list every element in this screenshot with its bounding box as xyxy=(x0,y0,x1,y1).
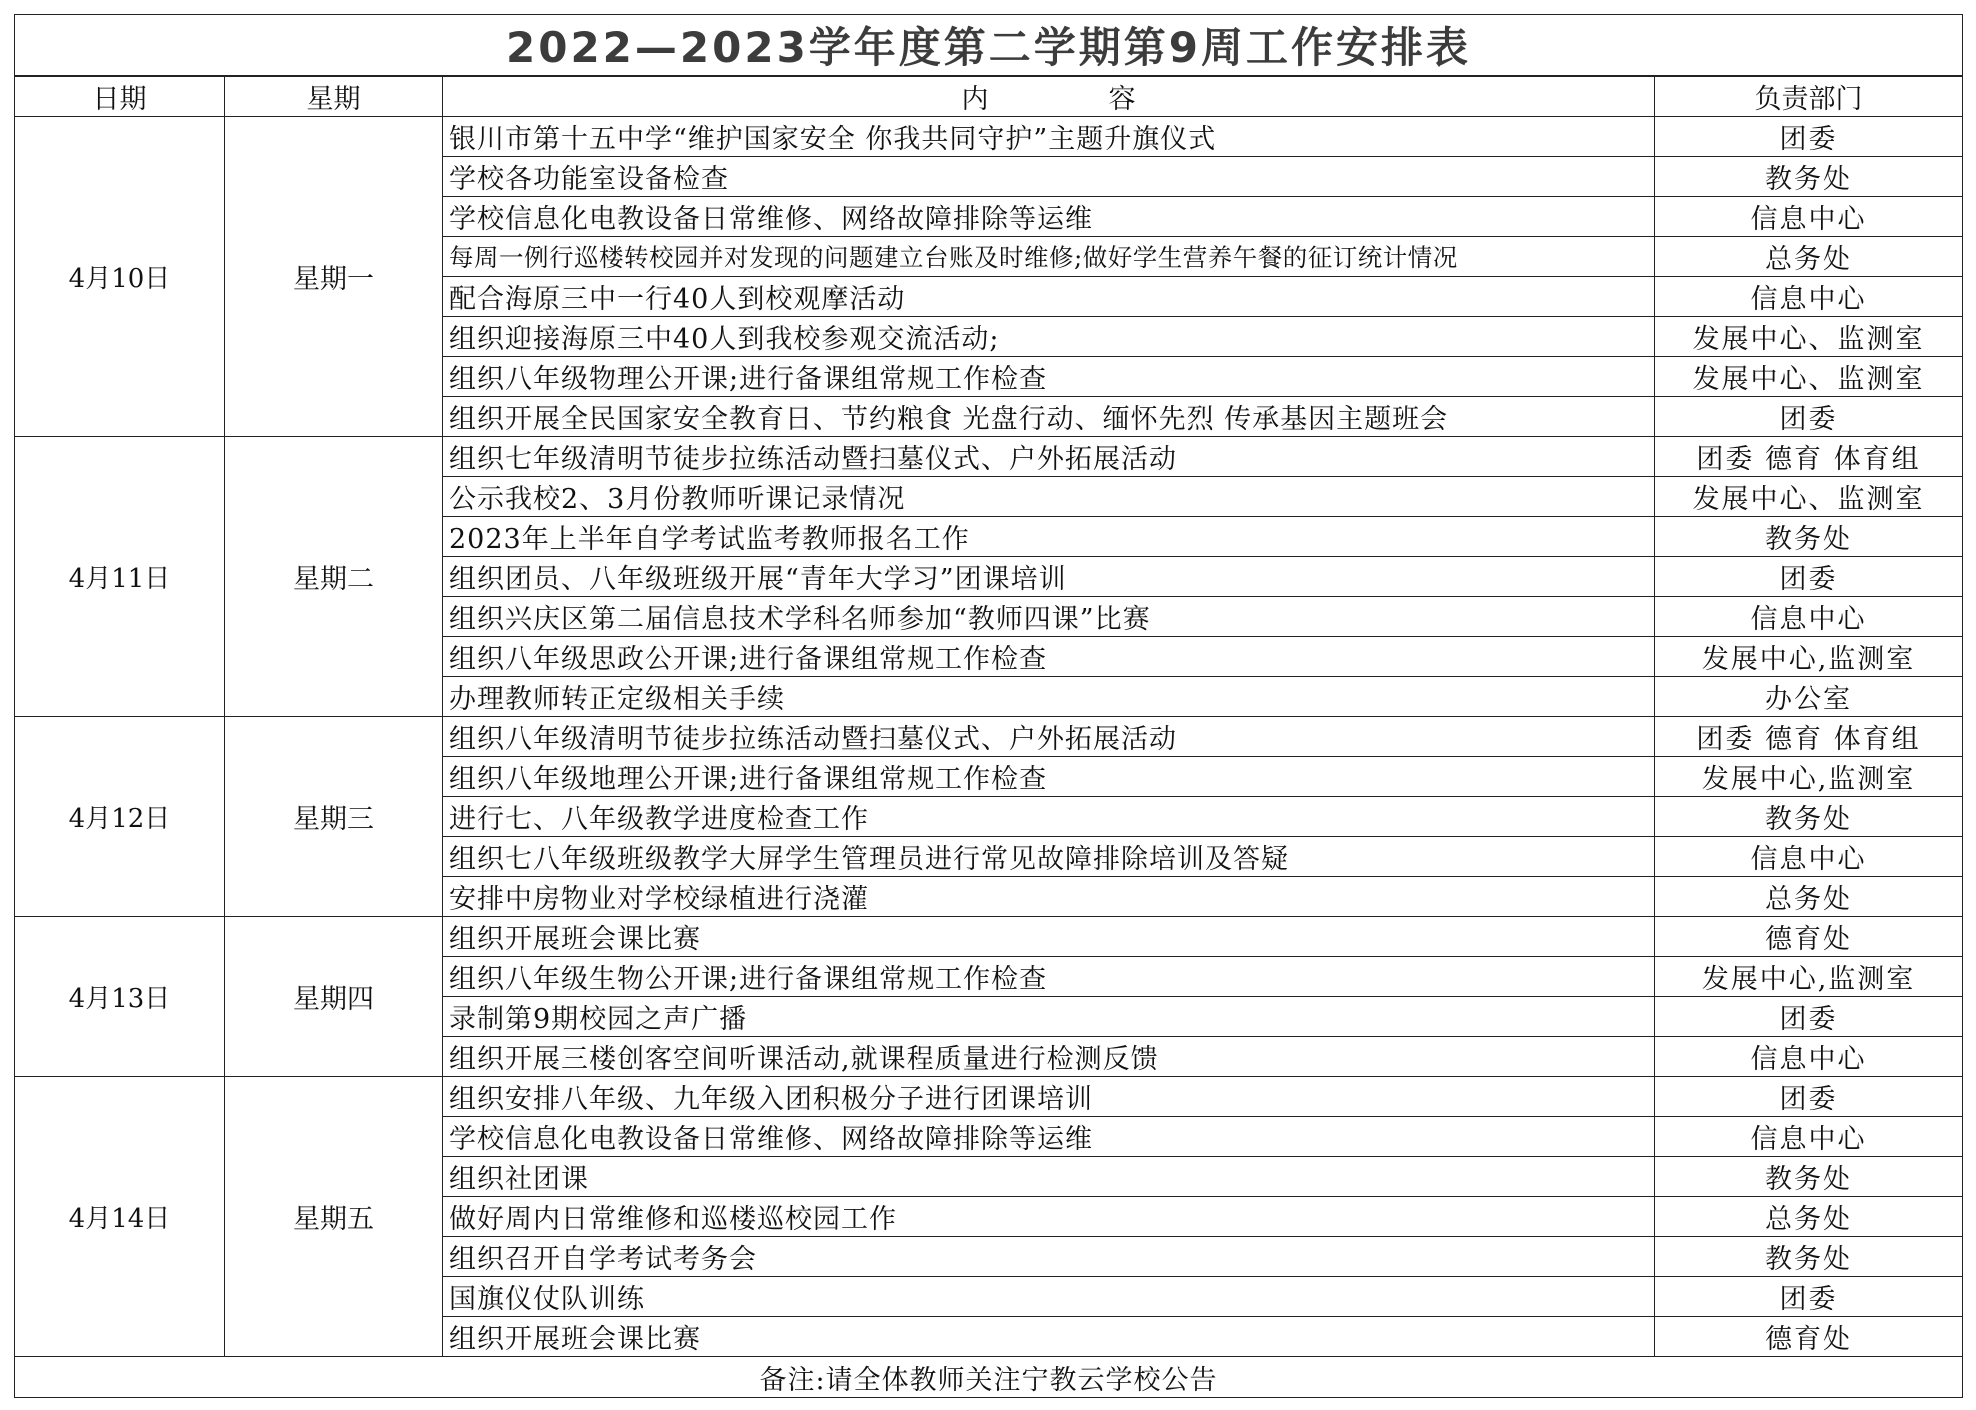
content-cell: 组织安排八年级、九年级入团积极分子进行团课培训 xyxy=(443,1077,1655,1117)
table-row xyxy=(15,717,1963,757)
content-cell: 学校各功能室设备检查 xyxy=(443,157,1655,197)
content-cell: 组织迎接海原三中40人到我校参观交流活动; xyxy=(443,317,1655,357)
content-cell: 组织兴庆区第二届信息技术学科名师参加“教师四课”比赛 xyxy=(443,597,1655,637)
content-cell: 组织八年级物理公开课;进行备课组常规工作检查 xyxy=(443,357,1655,397)
weekday-cell: 星期三 xyxy=(225,717,443,917)
department-cell: 总务处 xyxy=(1655,237,1963,277)
department-cell: 教务处 xyxy=(1655,1237,1963,1277)
department-cell: 教务处 xyxy=(1655,517,1963,557)
weekday-cell: 星期一 xyxy=(225,117,443,437)
note-row xyxy=(15,1357,1963,1398)
content-cell: 组织八年级思政公开课;进行备课组常规工作检查 xyxy=(443,637,1655,677)
content-cell: 组织召开自学考试考务会 xyxy=(443,1237,1655,1277)
department-cell: 信息中心 xyxy=(1655,837,1963,877)
content-cell: 公示我校2、3月份教师听课记录情况 xyxy=(443,477,1655,517)
title-row xyxy=(15,15,1963,77)
schedule-sheet xyxy=(14,14,1962,1396)
content-cell: 进行七、八年级教学进度检查工作 xyxy=(443,797,1655,837)
weekday-cell: 星期五 xyxy=(225,1077,443,1357)
department-cell: 信息中心 xyxy=(1655,597,1963,637)
department-cell: 发展中心,监测室 xyxy=(1655,757,1963,797)
department-cell: 教务处 xyxy=(1655,1157,1963,1197)
content-cell: 组织八年级地理公开课;进行备课组常规工作检查 xyxy=(443,757,1655,797)
department-cell: 德育处 xyxy=(1655,917,1963,957)
date-header: 日期 xyxy=(15,76,225,117)
page-title: 2022—2023学年度第二学期第9周工作安排表 xyxy=(15,15,1963,77)
content-cell: 银川市第十五中学“维护国家安全 你我共同守护”主题升旗仪式 xyxy=(443,117,1655,157)
department-cell: 总务处 xyxy=(1655,1197,1963,1237)
content-cell: 组织团员、八年级班级开展“青年大学习”团课培训 xyxy=(443,557,1655,597)
content-cell: 组织开展班会课比赛 xyxy=(443,917,1655,957)
department-cell: 发展中心、监测室 xyxy=(1655,317,1963,357)
table-row xyxy=(15,917,1963,957)
content-cell: 组织开展班会课比赛 xyxy=(443,1317,1655,1357)
department-header: 负责部门 xyxy=(1655,76,1963,117)
department-cell: 办公室 xyxy=(1655,677,1963,717)
department-cell: 团委 xyxy=(1655,1077,1963,1117)
department-cell: 团委 xyxy=(1655,1277,1963,1317)
weekday-cell: 星期四 xyxy=(225,917,443,1077)
department-cell: 团委 xyxy=(1655,397,1963,437)
date-cell: 4月13日 xyxy=(15,917,225,1077)
date-cell: 4月11日 xyxy=(15,437,225,717)
department-cell: 团委 xyxy=(1655,557,1963,597)
weekday-header: 星期 xyxy=(225,76,443,117)
header-row xyxy=(15,76,1963,117)
date-cell: 4月14日 xyxy=(15,1077,225,1357)
content-cell: 配合海原三中一行40人到校观摩活动 xyxy=(443,277,1655,317)
content-cell: 安排中房物业对学校绿植进行浇灌 xyxy=(443,877,1655,917)
schedule-table xyxy=(14,14,1963,1398)
department-cell: 团委 xyxy=(1655,997,1963,1037)
content-cell: 国旗仪仗队训练 xyxy=(443,1277,1655,1317)
content-cell: 组织七年级清明节徒步拉练活动暨扫墓仪式、户外拓展活动 xyxy=(443,437,1655,477)
department-cell: 信息中心 xyxy=(1655,197,1963,237)
content-cell: 组织社团课 xyxy=(443,1157,1655,1197)
department-cell: 团委 xyxy=(1655,117,1963,157)
content-cell: 组织开展三楼创客空间听课活动,就课程质量进行检测反馈 xyxy=(443,1037,1655,1077)
department-cell: 信息中心 xyxy=(1655,1037,1963,1077)
department-cell: 团委 德育 体育组 xyxy=(1655,717,1963,757)
content-cell: 做好周内日常维修和巡楼巡校园工作 xyxy=(443,1197,1655,1237)
department-cell: 信息中心 xyxy=(1655,277,1963,317)
department-cell: 信息中心 xyxy=(1655,1117,1963,1157)
department-cell: 教务处 xyxy=(1655,157,1963,197)
content-cell: 2023年上半年自学考试监考教师报名工作 xyxy=(443,517,1655,557)
department-cell: 总务处 xyxy=(1655,877,1963,917)
table-row xyxy=(15,1077,1963,1117)
content-cell: 组织八年级生物公开课;进行备课组常规工作检查 xyxy=(443,957,1655,997)
date-cell: 4月10日 xyxy=(15,117,225,437)
department-cell: 德育处 xyxy=(1655,1317,1963,1357)
department-cell: 教务处 xyxy=(1655,797,1963,837)
department-cell: 发展中心、监测室 xyxy=(1655,477,1963,517)
table-row xyxy=(15,437,1963,477)
content-cell: 每周一例行巡楼转校园并对发现的问题建立台账及时维修;做好学生营养午餐的征订统计情况 xyxy=(443,237,1655,277)
content-cell: 录制第9期校园之声广播 xyxy=(443,997,1655,1037)
table-row xyxy=(15,117,1963,157)
department-cell: 发展中心,监测室 xyxy=(1655,637,1963,677)
content-header: 内容 xyxy=(443,76,1655,117)
content-cell: 学校信息化电教设备日常维修、网络故障排除等运维 xyxy=(443,1117,1655,1157)
weekday-cell: 星期二 xyxy=(225,437,443,717)
department-cell: 发展中心,监测室 xyxy=(1655,957,1963,997)
content-cell: 组织开展全民国家安全教育日、节约粮食 光盘行动、缅怀先烈 传承基因主题班会 xyxy=(443,397,1655,437)
department-cell: 发展中心、监测室 xyxy=(1655,357,1963,397)
content-cell: 组织七八年级班级教学大屏学生管理员进行常见故障排除培训及答疑 xyxy=(443,837,1655,877)
date-cell: 4月12日 xyxy=(15,717,225,917)
content-cell: 办理教师转正定级相关手续 xyxy=(443,677,1655,717)
footer-note: 备注:请全体教师关注宁教云学校公告 xyxy=(15,1357,1963,1398)
content-cell: 学校信息化电教设备日常维修、网络故障排除等运维 xyxy=(443,197,1655,237)
department-cell: 团委 德育 体育组 xyxy=(1655,437,1963,477)
content-cell: 组织八年级清明节徒步拉练活动暨扫墓仪式、户外拓展活动 xyxy=(443,717,1655,757)
